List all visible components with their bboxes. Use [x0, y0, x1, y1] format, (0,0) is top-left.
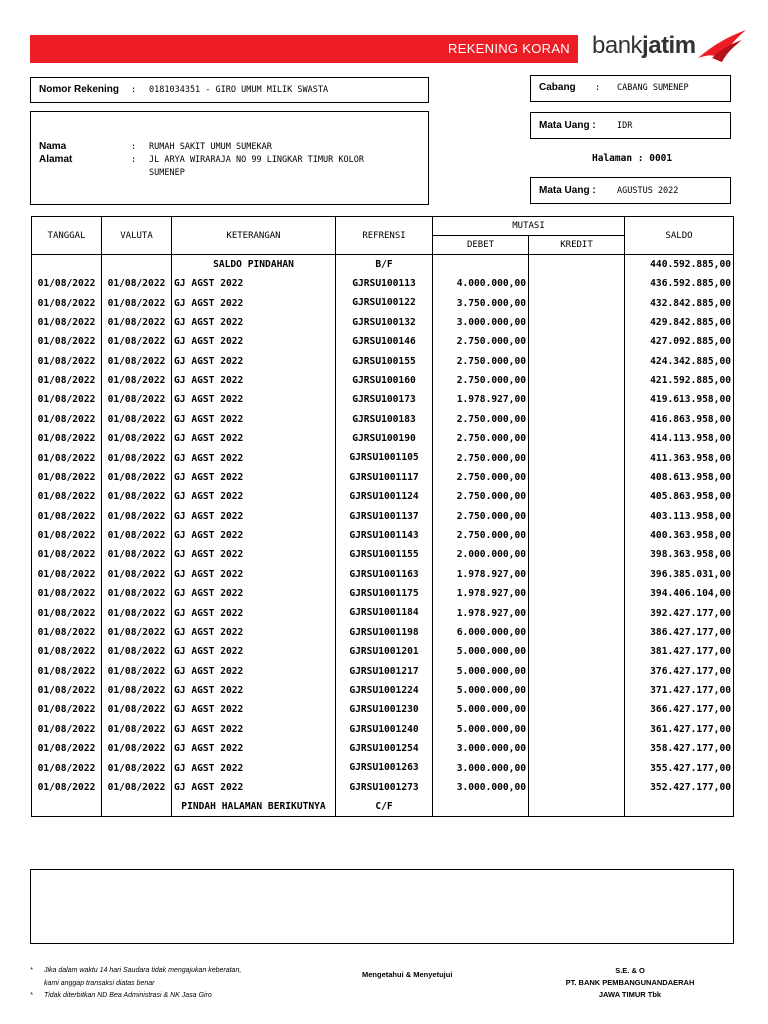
cell-tanggal: 01/08/2022: [32, 274, 102, 293]
account-number-box: [30, 77, 429, 103]
table-row: [32, 623, 734, 642]
table-row: [32, 410, 734, 429]
cell-keterangan: GJ AGST 2022: [172, 274, 336, 293]
table-row: [32, 371, 734, 390]
cell-debet: 2.750.000,00: [433, 352, 529, 371]
cell-kredit: [529, 371, 625, 390]
cell-kredit: [529, 603, 625, 622]
cell-keterangan: GJ AGST 2022: [172, 507, 336, 526]
cell-kredit: [529, 720, 625, 739]
cell-keterangan: GJ AGST 2022: [172, 390, 336, 409]
logo-wordmark: bankjatim: [592, 32, 696, 59]
cell-keterangan: GJ AGST 2022: [172, 468, 336, 487]
bank-logo: [592, 28, 752, 68]
closing-keterangan: PINDAH HALAMAN BERIKUTNYA: [172, 797, 336, 817]
cell-valuta: 01/08/2022: [102, 313, 172, 332]
cell-debet: 3.000.000,00: [433, 739, 529, 758]
cell-debet: 2.750.000,00: [433, 332, 529, 351]
table-row: [32, 468, 734, 487]
closing-refrensi: C/F: [336, 797, 433, 817]
cell-valuta: 01/08/2022: [102, 448, 172, 467]
cell-valuta: 01/08/2022: [102, 584, 172, 603]
header-kredit: KREDIT: [529, 236, 625, 255]
cell-refrensi: GJRSU100122: [336, 293, 433, 312]
cell-keterangan: GJ AGST 2022: [172, 429, 336, 448]
cell-kredit: [529, 545, 625, 564]
cell-valuta: 01/08/2022: [102, 758, 172, 777]
cell-debet: 2.750.000,00: [433, 468, 529, 487]
cell-refrensi: GJRSU1001184: [336, 603, 433, 622]
colon: :: [131, 155, 137, 165]
bank-name-line1: PT. BANK PEMBANGUNANDAERAH: [565, 978, 695, 987]
cell-debet: 2.750.000,00: [433, 429, 529, 448]
cell-keterangan: GJ AGST 2022: [172, 526, 336, 545]
cell-valuta: 01/08/2022: [102, 778, 172, 797]
cell-tanggal: 01/08/2022: [32, 468, 102, 487]
cell-keterangan: GJ AGST 2022: [172, 720, 336, 739]
cell-valuta: 01/08/2022: [102, 487, 172, 506]
cell-tanggal: 01/08/2022: [32, 584, 102, 603]
cell-valuta: 01/08/2022: [102, 603, 172, 622]
cell-saldo: 361.427.177,00: [625, 720, 734, 739]
cell-debet: 3.000.000,00: [433, 758, 529, 777]
cell-saldo: 408.613.958,00: [625, 468, 734, 487]
bank-name-line2: JAWA TIMUR Tbk: [598, 990, 662, 999]
cabang-value: CABANG SUMENEP: [617, 83, 689, 93]
nama-value: RUMAH SAKIT UMUM SUMEKAR: [149, 142, 272, 152]
customer-box: [30, 111, 429, 205]
cell-debet: 2.750.000,00: [433, 410, 529, 429]
cell-tanggal: 01/08/2022: [32, 623, 102, 642]
cell-valuta: 01/08/2022: [102, 700, 172, 719]
cell-kredit: [529, 507, 625, 526]
cell-debet: 2.750.000,00: [433, 526, 529, 545]
cell-valuta: 01/08/2022: [102, 371, 172, 390]
cell-keterangan: GJ AGST 2022: [172, 545, 336, 564]
cell-tanggal: 01/08/2022: [32, 410, 102, 429]
table-row: [32, 565, 734, 584]
cell-debet: 3.000.000,00: [433, 778, 529, 797]
cell-refrensi: GJRSU1001273: [336, 778, 433, 797]
cell-keterangan: GJ AGST 2022: [172, 352, 336, 371]
cell-tanggal: 01/08/2022: [32, 293, 102, 312]
periode-label: Mata Uang :: [539, 185, 596, 196]
cell-debet: 3.000.000,00: [433, 313, 529, 332]
table-row: [32, 700, 734, 719]
cell-refrensi: GJRSU100183: [336, 410, 433, 429]
cell-kredit: [529, 410, 625, 429]
cell-saldo: 371.427.177,00: [625, 681, 734, 700]
halaman-value: 0001: [649, 153, 673, 164]
cell-refrensi: GJRSU1001201: [336, 642, 433, 661]
table-row: [32, 448, 734, 467]
table-row: [32, 720, 734, 739]
cell-debet: 5.000.000,00: [433, 700, 529, 719]
cell-keterangan: GJ AGST 2022: [172, 778, 336, 797]
cell-saldo: 352.427.177,00: [625, 778, 734, 797]
note1-star: *: [30, 967, 33, 974]
cell-kredit: [529, 778, 625, 797]
cell-saldo: 398.363.958,00: [625, 545, 734, 564]
cell-valuta: 01/08/2022: [102, 720, 172, 739]
cell-debet: 5.000.000,00: [433, 662, 529, 681]
cell-keterangan: GJ AGST 2022: [172, 681, 336, 700]
cell-tanggal: 01/08/2022: [32, 545, 102, 564]
cell-refrensi: GJRSU1001137: [336, 507, 433, 526]
cell-saldo: 416.863.958,00: [625, 410, 734, 429]
cell-kredit: [529, 390, 625, 409]
cell-saldo: 392.427.177,00: [625, 603, 734, 622]
cell-valuta: 01/08/2022: [102, 352, 172, 371]
note2: Tidak diterbitkan ND Bea Administrasi & NK Jasa Giro: [44, 992, 212, 999]
cell-valuta: 01/08/2022: [102, 429, 172, 448]
nama-label: Nama: [39, 141, 67, 152]
alamat-label: Alamat: [39, 154, 73, 165]
cell-keterangan: GJ AGST 2022: [172, 662, 336, 681]
cell-debet: 5.000.000,00: [433, 642, 529, 661]
halaman-label: Halaman :: [592, 153, 644, 164]
cell-valuta: 01/08/2022: [102, 623, 172, 642]
cell-valuta: 01/08/2022: [102, 662, 172, 681]
cell-kredit: [529, 681, 625, 700]
note1-line1: Jika dalam waktu 14 hari Saudara tidak mengajukan keberatan,: [44, 967, 242, 974]
cell-debet: 2.750.000,00: [433, 448, 529, 467]
cell-keterangan: GJ AGST 2022: [172, 313, 336, 332]
cell-kredit: [529, 429, 625, 448]
table-row: [32, 642, 734, 661]
header-banner: [30, 35, 578, 63]
cell-valuta: 01/08/2022: [102, 293, 172, 312]
cell-tanggal: 01/08/2022: [32, 778, 102, 797]
note1-line2: kami anggap transaksi diatas benar: [44, 980, 155, 987]
cell-debet: 2.750.000,00: [433, 507, 529, 526]
cell-valuta: 01/08/2022: [102, 274, 172, 293]
cell-refrensi: GJRSU1001155: [336, 545, 433, 564]
statement-table: [31, 216, 734, 817]
opening-row: [32, 255, 734, 275]
cell-valuta: 01/08/2022: [102, 642, 172, 661]
cell-keterangan: GJ AGST 2022: [172, 487, 336, 506]
opening-keterangan: SALDO PINDAHAN: [172, 255, 336, 275]
cell-debet: 1.978.927,00: [433, 565, 529, 584]
cell-kredit: [529, 487, 625, 506]
cell-refrensi: GJRSU1001143: [336, 526, 433, 545]
colon: :: [131, 85, 137, 95]
cell-keterangan: GJ AGST 2022: [172, 371, 336, 390]
table-row: [32, 487, 734, 506]
cell-keterangan: GJ AGST 2022: [172, 293, 336, 312]
cell-saldo: 376.427.177,00: [625, 662, 734, 681]
cell-saldo: 400.363.958,00: [625, 526, 734, 545]
cell-debet: 1.978.927,00: [433, 584, 529, 603]
cell-refrensi: GJRSU1001198: [336, 623, 433, 642]
cell-kredit: [529, 448, 625, 467]
cell-valuta: 01/08/2022: [102, 507, 172, 526]
cell-valuta: 01/08/2022: [102, 468, 172, 487]
bird-logo-icon: [690, 28, 750, 64]
cell-tanggal: 01/08/2022: [32, 429, 102, 448]
cell-keterangan: GJ AGST 2022: [172, 332, 336, 351]
mengetahui: Mengetahui & Menyetujui: [362, 970, 453, 979]
cell-keterangan: GJ AGST 2022: [172, 700, 336, 719]
cell-saldo: 366.427.177,00: [625, 700, 734, 719]
cell-tanggal: 01/08/2022: [32, 390, 102, 409]
table-row: [32, 584, 734, 603]
header-valuta: VALUTA: [102, 217, 172, 255]
cell-saldo: 381.427.177,00: [625, 642, 734, 661]
cell-tanggal: 01/08/2022: [32, 681, 102, 700]
cell-kredit: [529, 662, 625, 681]
cell-valuta: 01/08/2022: [102, 545, 172, 564]
cell-tanggal: 01/08/2022: [32, 507, 102, 526]
doc-title: REKENING KORAN: [448, 41, 570, 56]
table-row: [32, 681, 734, 700]
cell-refrensi: GJRSU1001117: [336, 468, 433, 487]
seo-text: S.E. & O: [615, 966, 645, 975]
cell-tanggal: 01/08/2022: [32, 642, 102, 661]
nomor-rekening-value: 0181034351 - GIRO UMUM MILIK SWASTA: [149, 85, 329, 95]
cell-tanggal: 01/08/2022: [32, 332, 102, 351]
periode-value: AGUSTUS 2022: [617, 186, 679, 196]
cell-kredit: [529, 739, 625, 758]
cell-tanggal: 01/08/2022: [32, 487, 102, 506]
cell-refrensi: GJRSU100132: [336, 313, 433, 332]
cell-keterangan: GJ AGST 2022: [172, 642, 336, 661]
cell-refrensi: GJRSU100146: [336, 332, 433, 351]
cell-refrensi: GJRSU100190: [336, 429, 433, 448]
cell-keterangan: GJ AGST 2022: [172, 565, 336, 584]
cell-refrensi: GJRSU100160: [336, 371, 433, 390]
cell-keterangan: GJ AGST 2022: [172, 410, 336, 429]
cell-saldo: 436.592.885,00: [625, 274, 734, 293]
cell-kredit: [529, 526, 625, 545]
cell-tanggal: 01/08/2022: [32, 313, 102, 332]
table-row: [32, 662, 734, 681]
cell-tanggal: 01/08/2022: [32, 739, 102, 758]
table-row: [32, 274, 734, 293]
colon: :: [595, 83, 601, 93]
opening-saldo: 440.592.885,00: [625, 255, 734, 275]
table-row: [32, 390, 734, 409]
cell-kredit: [529, 313, 625, 332]
table-row: [32, 545, 734, 564]
cell-kredit: [529, 352, 625, 371]
cabang-box: [530, 75, 731, 102]
cell-refrensi: GJRSU100173: [336, 390, 433, 409]
cell-valuta: 01/08/2022: [102, 410, 172, 429]
cell-saldo: 396.385.031,00: [625, 565, 734, 584]
table-row: [32, 293, 734, 312]
cell-refrensi: GJRSU1001124: [336, 487, 433, 506]
cell-kredit: [529, 584, 625, 603]
closing-row: [32, 797, 734, 817]
cell-debet: 1.978.927,00: [433, 603, 529, 622]
cell-saldo: 411.363.958,00: [625, 448, 734, 467]
table-row: [32, 332, 734, 351]
cell-tanggal: 01/08/2022: [32, 565, 102, 584]
alamat-line2: SUMENEP: [149, 168, 185, 178]
cell-saldo: 427.092.885,00: [625, 332, 734, 351]
header-mutasi: MUTASI: [433, 217, 625, 236]
cell-refrensi: GJRSU1001263: [336, 758, 433, 777]
cell-debet: 2.750.000,00: [433, 371, 529, 390]
cell-tanggal: 01/08/2022: [32, 352, 102, 371]
cell-saldo: 414.113.958,00: [625, 429, 734, 448]
halaman: [592, 153, 672, 164]
cell-kredit: [529, 274, 625, 293]
cell-refrensi: GJRSU1001105: [336, 448, 433, 467]
cell-valuta: 01/08/2022: [102, 390, 172, 409]
cell-tanggal: 01/08/2022: [32, 758, 102, 777]
mata-uang-value: IDR: [617, 121, 633, 131]
table-row: [32, 739, 734, 758]
cell-saldo: 358.427.177,00: [625, 739, 734, 758]
cell-saldo: 429.842.885,00: [625, 313, 734, 332]
opening-refrensi: B/F: [336, 255, 433, 275]
header-debet: DEBET: [433, 236, 529, 255]
cell-keterangan: GJ AGST 2022: [172, 448, 336, 467]
cell-kredit: [529, 293, 625, 312]
cell-kredit: [529, 468, 625, 487]
cell-valuta: 01/08/2022: [102, 332, 172, 351]
cell-tanggal: 01/08/2022: [32, 662, 102, 681]
cell-valuta: 01/08/2022: [102, 681, 172, 700]
nomor-rekening-label: Nomor Rekening: [39, 84, 120, 95]
cell-saldo: 355.427.177,00: [625, 758, 734, 777]
cell-debet: 6.000.000,00: [433, 623, 529, 642]
cell-refrensi: GJRSU100113: [336, 274, 433, 293]
cell-keterangan: GJ AGST 2022: [172, 758, 336, 777]
cabang-label: Cabang: [539, 82, 576, 93]
cell-saldo: 394.406.104,00: [625, 584, 734, 603]
cell-refrensi: GJRSU1001224: [336, 681, 433, 700]
cell-keterangan: GJ AGST 2022: [172, 603, 336, 622]
header-keterangan: KETERANGAN: [172, 217, 336, 255]
cell-kredit: [529, 623, 625, 642]
cell-keterangan: GJ AGST 2022: [172, 739, 336, 758]
table-row: [32, 526, 734, 545]
table-row: [32, 603, 734, 622]
cell-refrensi: GJRSU1001175: [336, 584, 433, 603]
cell-refrensi: GJRSU100155: [336, 352, 433, 371]
colon: :: [131, 142, 137, 152]
header-refrensi: REFRENSI: [336, 217, 433, 255]
cell-debet: 3.750.000,00: [433, 293, 529, 312]
cell-kredit: [529, 700, 625, 719]
cell-kredit: [529, 758, 625, 777]
cell-tanggal: 01/08/2022: [32, 720, 102, 739]
cell-debet: 2.750.000,00: [433, 487, 529, 506]
cell-tanggal: 01/08/2022: [32, 448, 102, 467]
cell-kredit: [529, 332, 625, 351]
cell-saldo: 424.342.885,00: [625, 352, 734, 371]
cell-tanggal: 01/08/2022: [32, 700, 102, 719]
cell-saldo: 386.427.177,00: [625, 623, 734, 642]
cell-refrensi: GJRSU1001230: [336, 700, 433, 719]
table-row: [32, 313, 734, 332]
cell-keterangan: GJ AGST 2022: [172, 623, 336, 642]
cell-saldo: 432.842.885,00: [625, 293, 734, 312]
cell-refrensi: GJRSU1001240: [336, 720, 433, 739]
cell-kredit: [529, 565, 625, 584]
header-saldo: SALDO: [625, 217, 734, 255]
cell-keterangan: GJ AGST 2022: [172, 584, 336, 603]
cell-saldo: 419.613.958,00: [625, 390, 734, 409]
cell-tanggal: 01/08/2022: [32, 526, 102, 545]
table-row: [32, 429, 734, 448]
cell-valuta: 01/08/2022: [102, 565, 172, 584]
cell-valuta: 01/08/2022: [102, 526, 172, 545]
alamat-line1: JL ARYA WIRARAJA NO 99 LINGKAR TIMUR KOLOR: [149, 155, 364, 165]
cell-tanggal: 01/08/2022: [32, 603, 102, 622]
table-row: [32, 758, 734, 777]
mata-uang-label: Mata Uang :: [539, 120, 596, 131]
table-row: [32, 778, 734, 797]
cell-valuta: 01/08/2022: [102, 739, 172, 758]
cell-tanggal: 01/08/2022: [32, 371, 102, 390]
remarks-box: [30, 869, 734, 944]
periode-box: [530, 177, 731, 204]
header-tanggal: TANGGAL: [32, 217, 102, 255]
cell-saldo: 421.592.885,00: [625, 371, 734, 390]
mata-uang-box: [530, 112, 731, 139]
cell-debet: 5.000.000,00: [433, 681, 529, 700]
cell-refrensi: GJRSU1001163: [336, 565, 433, 584]
cell-debet: 2.000.000,00: [433, 545, 529, 564]
cell-debet: 1.978.927,00: [433, 390, 529, 409]
cell-refrensi: GJRSU1001217: [336, 662, 433, 681]
cell-saldo: 403.113.958,00: [625, 507, 734, 526]
note2-star: *: [30, 992, 33, 999]
table-row: [32, 507, 734, 526]
cell-saldo: 405.863.958,00: [625, 487, 734, 506]
table-row: [32, 352, 734, 371]
cell-refrensi: GJRSU1001254: [336, 739, 433, 758]
cell-debet: 4.000.000,00: [433, 274, 529, 293]
cell-kredit: [529, 642, 625, 661]
cell-debet: 5.000.000,00: [433, 720, 529, 739]
